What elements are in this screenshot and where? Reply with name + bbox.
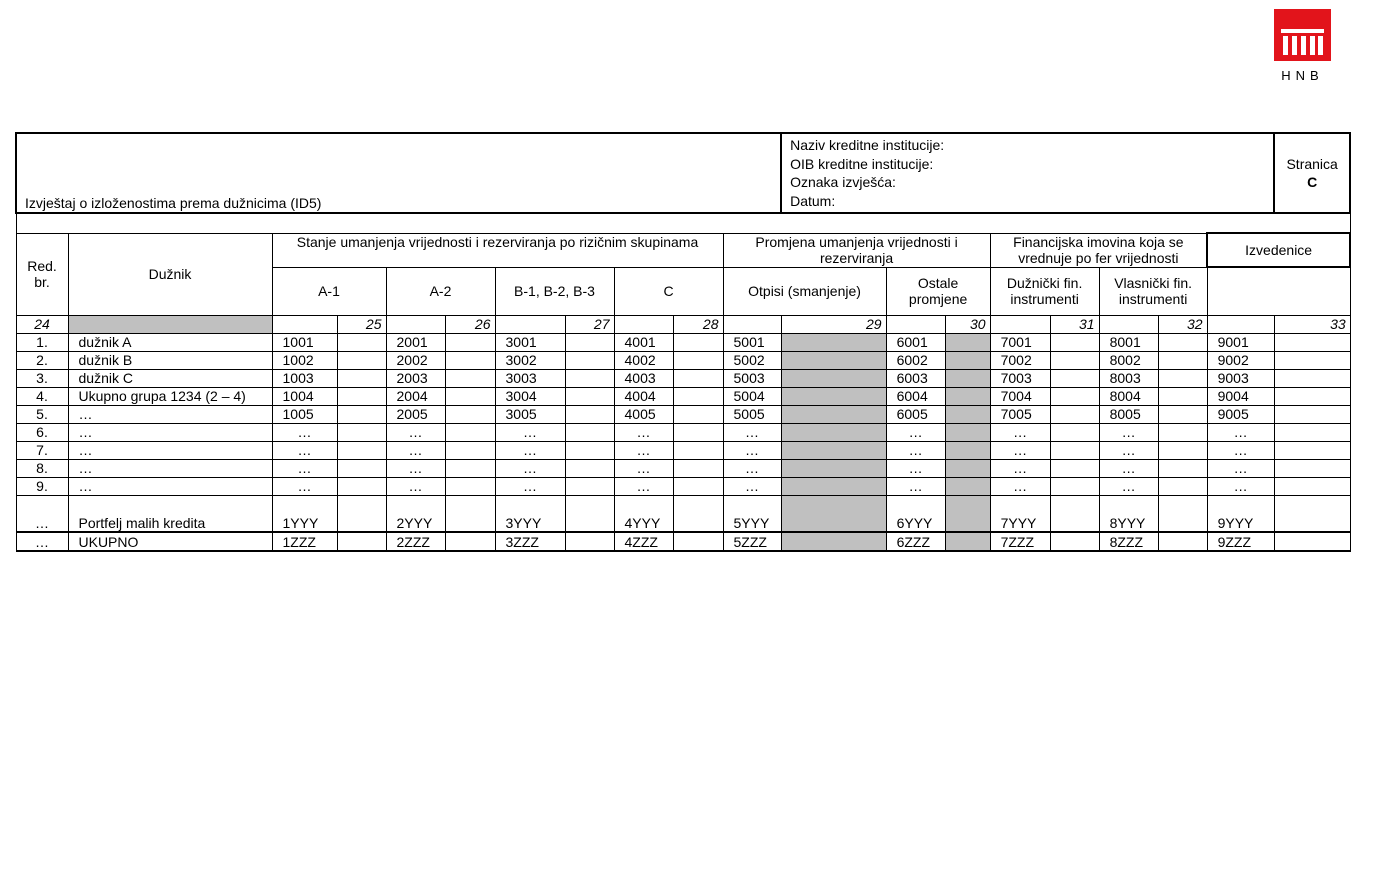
gray-cell xyxy=(781,441,886,459)
code-cell: 6ZZZ xyxy=(886,532,945,551)
value-cell xyxy=(1050,532,1099,551)
code-cell: … xyxy=(1207,423,1274,441)
info-datum: Datum: xyxy=(790,192,836,209)
value-cell xyxy=(1050,441,1099,459)
code-cell: 8YYY xyxy=(1099,495,1158,532)
gray-cell xyxy=(781,405,886,423)
value-cell xyxy=(1050,423,1099,441)
row-name: Portfelj malih kredita xyxy=(68,495,272,532)
code-cell: … xyxy=(614,423,673,441)
info-naziv: Naziv kreditne institucije: xyxy=(790,137,945,153)
code-cell: … xyxy=(272,423,337,441)
code-cell: 6003 xyxy=(886,369,945,387)
empty-cell xyxy=(614,315,673,333)
subcol-3: C xyxy=(614,267,723,315)
code-cell: … xyxy=(990,423,1050,441)
subcol-4: Otpisi (smanjenje) xyxy=(723,267,886,315)
value-cell xyxy=(1274,441,1350,459)
code-cell: … xyxy=(386,477,445,495)
row-number: … xyxy=(16,495,68,532)
code-cell: 9002 xyxy=(1207,351,1274,369)
value-cell xyxy=(445,333,495,351)
code-cell: 6YYY xyxy=(886,495,945,532)
code-cell: … xyxy=(386,459,445,477)
gray-cell xyxy=(945,477,990,495)
value-cell xyxy=(1050,333,1099,351)
col-number: 30 xyxy=(945,315,990,333)
code-cell: … xyxy=(886,423,945,441)
code-cell: … xyxy=(614,441,673,459)
value-cell xyxy=(1050,369,1099,387)
code-cell: 2005 xyxy=(386,405,445,423)
value-cell xyxy=(565,333,614,351)
code-cell: 2003 xyxy=(386,369,445,387)
col-duznik: Dužnik xyxy=(68,233,272,315)
code-cell: 3ZZZ xyxy=(495,532,565,551)
value-cell xyxy=(445,369,495,387)
value-cell xyxy=(445,441,495,459)
gray-cell xyxy=(781,423,886,441)
value-cell xyxy=(673,423,723,441)
code-cell: 7003 xyxy=(990,369,1050,387)
value-cell xyxy=(337,369,386,387)
value-cell xyxy=(1158,495,1207,532)
logo-text: HNB xyxy=(1281,68,1324,83)
value-cell xyxy=(673,369,723,387)
code-cell: … xyxy=(990,459,1050,477)
code-cell: … xyxy=(886,441,945,459)
value-cell xyxy=(673,405,723,423)
spacer-row xyxy=(16,213,1350,233)
code-cell: … xyxy=(1207,477,1274,495)
subcol-5: Ostale promjene xyxy=(886,267,990,315)
code-cell: … xyxy=(1099,477,1158,495)
code-cell: 9003 xyxy=(1207,369,1274,387)
code-cell: 4ZZZ xyxy=(614,532,673,551)
gray-cell xyxy=(945,495,990,532)
code-cell: 8003 xyxy=(1099,369,1158,387)
col-number: 26 xyxy=(445,315,495,333)
info-oznaka: Oznaka izvješća: xyxy=(790,174,896,190)
empty-cell xyxy=(272,315,337,333)
code-cell: 7001 xyxy=(990,333,1050,351)
empty-cell xyxy=(990,315,1050,333)
gray-cell xyxy=(945,351,990,369)
report-title: Izvještaj o izloženostima prema dužnicima (ID5) xyxy=(16,133,781,213)
value-cell xyxy=(673,495,723,532)
value-cell xyxy=(1050,495,1099,532)
value-cell xyxy=(337,459,386,477)
value-cell xyxy=(1158,477,1207,495)
row-number: 8. xyxy=(16,459,68,477)
column-number-row xyxy=(16,315,1350,333)
row-number: 6. xyxy=(16,423,68,441)
report-table xyxy=(15,132,1351,552)
table-row xyxy=(16,441,1350,459)
value-cell xyxy=(1158,333,1207,351)
value-cell xyxy=(1158,459,1207,477)
row-name: … xyxy=(68,441,272,459)
code-cell: 3005 xyxy=(495,405,565,423)
value-cell xyxy=(1050,387,1099,405)
gray-cell xyxy=(945,532,990,551)
code-cell: 4005 xyxy=(614,405,673,423)
table-row xyxy=(16,495,1350,532)
group-izvedenice: Izvedenice xyxy=(1207,233,1350,267)
code-cell: … xyxy=(886,477,945,495)
gray-cell xyxy=(781,351,886,369)
value-cell xyxy=(1274,495,1350,532)
empty-cell xyxy=(886,315,945,333)
value-cell xyxy=(1274,477,1350,495)
code-cell: 3002 xyxy=(495,351,565,369)
value-cell xyxy=(565,495,614,532)
code-cell: 5ZZZ xyxy=(723,532,781,551)
code-cell: 5005 xyxy=(723,405,781,423)
value-cell xyxy=(445,387,495,405)
value-cell xyxy=(1274,459,1350,477)
code-cell: … xyxy=(723,441,781,459)
code-cell: … xyxy=(272,459,337,477)
row-name: … xyxy=(68,405,272,423)
code-cell: 1002 xyxy=(272,351,337,369)
gray-cell xyxy=(945,387,990,405)
value-cell xyxy=(445,532,495,551)
code-cell: 1005 xyxy=(272,405,337,423)
code-cell: 2002 xyxy=(386,351,445,369)
value-cell xyxy=(337,333,386,351)
empty-cell xyxy=(495,315,565,333)
table-row xyxy=(16,369,1350,387)
code-cell: 5004 xyxy=(723,387,781,405)
table-row xyxy=(16,459,1350,477)
code-cell: 1004 xyxy=(272,387,337,405)
code-cell: 5001 xyxy=(723,333,781,351)
code-cell: … xyxy=(990,477,1050,495)
code-cell: 1ZZZ xyxy=(272,532,337,551)
code-cell: 8ZZZ xyxy=(1099,532,1158,551)
subcol-0: A-1 xyxy=(272,267,386,315)
code-cell: 5003 xyxy=(723,369,781,387)
code-cell: 7002 xyxy=(990,351,1050,369)
page-value: C xyxy=(1307,174,1318,190)
code-cell: 6004 xyxy=(886,387,945,405)
code-cell: … xyxy=(723,477,781,495)
value-cell xyxy=(1158,405,1207,423)
col-number: 29 xyxy=(781,315,886,333)
value-cell xyxy=(1274,387,1350,405)
value-cell xyxy=(565,351,614,369)
subcol-8 xyxy=(1207,267,1350,315)
code-cell: 8005 xyxy=(1099,405,1158,423)
code-cell: … xyxy=(495,423,565,441)
code-cell: 4YYY xyxy=(614,495,673,532)
value-cell xyxy=(565,423,614,441)
page-label: Stranica xyxy=(1286,156,1338,172)
table-row xyxy=(16,387,1350,405)
code-cell: 2ZZZ xyxy=(386,532,445,551)
value-cell xyxy=(337,387,386,405)
value-cell xyxy=(1274,333,1350,351)
value-cell xyxy=(565,459,614,477)
code-cell: 6005 xyxy=(886,405,945,423)
row-number: 1. xyxy=(16,333,68,351)
value-cell xyxy=(673,351,723,369)
col-number: 25 xyxy=(337,315,386,333)
value-cell xyxy=(1158,532,1207,551)
code-cell: 1001 xyxy=(272,333,337,351)
value-cell xyxy=(1050,351,1099,369)
gray-cell xyxy=(945,369,990,387)
row-number: 7. xyxy=(16,441,68,459)
value-cell xyxy=(1158,369,1207,387)
value-cell xyxy=(673,459,723,477)
table-row xyxy=(16,333,1350,351)
code-cell: … xyxy=(886,459,945,477)
row-name: … xyxy=(68,477,272,495)
value-cell xyxy=(1158,441,1207,459)
value-cell xyxy=(445,477,495,495)
gray-cell xyxy=(781,532,886,551)
row-number: 3. xyxy=(16,369,68,387)
code-cell: 4003 xyxy=(614,369,673,387)
value-cell xyxy=(1274,405,1350,423)
value-cell xyxy=(565,441,614,459)
value-cell xyxy=(445,351,495,369)
code-cell: … xyxy=(495,477,565,495)
value-cell xyxy=(1274,351,1350,369)
row-name: dužnik C xyxy=(68,369,272,387)
col-number: 28 xyxy=(673,315,723,333)
code-cell: 4001 xyxy=(614,333,673,351)
value-cell xyxy=(1050,477,1099,495)
code-cell: … xyxy=(495,441,565,459)
code-cell: 7005 xyxy=(990,405,1050,423)
group-stanje: Stanje umanjenja vrijednosti i rezerviranja po rizičnim skupinama xyxy=(272,233,723,267)
code-cell: 2004 xyxy=(386,387,445,405)
value-cell xyxy=(565,369,614,387)
value-cell xyxy=(337,477,386,495)
value-cell xyxy=(337,405,386,423)
code-cell: … xyxy=(614,459,673,477)
row-name: … xyxy=(68,423,272,441)
col-number-24: 24 xyxy=(16,315,68,333)
col-number: 32 xyxy=(1158,315,1207,333)
gray-cell xyxy=(68,315,272,333)
value-cell xyxy=(673,387,723,405)
code-cell: 2001 xyxy=(386,333,445,351)
gray-cell xyxy=(781,369,886,387)
code-cell: 3YYY xyxy=(495,495,565,532)
value-cell xyxy=(337,423,386,441)
code-cell: 9ZZZ xyxy=(1207,532,1274,551)
table-row xyxy=(16,477,1350,495)
col-red-br: Red. br. xyxy=(16,233,68,315)
value-cell xyxy=(337,532,386,551)
code-cell: … xyxy=(272,441,337,459)
gray-cell xyxy=(945,441,990,459)
value-cell xyxy=(445,459,495,477)
row-name: … xyxy=(68,459,272,477)
subcol-6: Dužnički fin. instrumenti xyxy=(990,267,1099,315)
col-number: 33 xyxy=(1274,315,1350,333)
row-name: dužnik A xyxy=(68,333,272,351)
value-cell xyxy=(1050,405,1099,423)
group-financijska: Financijska imovina koja se vrednuje po fer vrijednosti xyxy=(990,233,1207,267)
code-cell: … xyxy=(614,477,673,495)
code-cell: … xyxy=(990,441,1050,459)
code-cell: … xyxy=(1099,459,1158,477)
subcol-7: Vlasnički fin. instrumenti xyxy=(1099,267,1207,315)
code-cell: 4004 xyxy=(614,387,673,405)
code-cell: 1YYY xyxy=(272,495,337,532)
value-cell xyxy=(673,477,723,495)
gray-cell xyxy=(781,333,886,351)
code-cell: 3003 xyxy=(495,369,565,387)
table-row xyxy=(16,532,1350,551)
code-cell: 7ZZZ xyxy=(990,532,1050,551)
table-row xyxy=(16,423,1350,441)
code-cell: … xyxy=(495,459,565,477)
value-cell xyxy=(673,333,723,351)
code-cell: 2YYY xyxy=(386,495,445,532)
row-name: UKUPNO xyxy=(68,532,272,551)
gray-cell xyxy=(781,495,886,532)
value-cell xyxy=(1050,459,1099,477)
empty-cell xyxy=(723,315,781,333)
code-cell: 9004 xyxy=(1207,387,1274,405)
value-cell xyxy=(1274,423,1350,441)
code-cell: 1003 xyxy=(272,369,337,387)
info-oib: OIB kreditne institucije: xyxy=(790,155,934,172)
code-cell: 5002 xyxy=(723,351,781,369)
gray-cell xyxy=(781,387,886,405)
empty-cell xyxy=(1207,315,1274,333)
code-cell: 5YYY xyxy=(723,495,781,532)
value-cell xyxy=(445,495,495,532)
gray-cell xyxy=(781,477,886,495)
row-number: 5. xyxy=(16,405,68,423)
code-cell: 3004 xyxy=(495,387,565,405)
gray-cell xyxy=(945,333,990,351)
value-cell xyxy=(1158,351,1207,369)
col-number: 27 xyxy=(565,315,614,333)
table-row xyxy=(16,351,1350,369)
value-cell xyxy=(565,405,614,423)
code-cell: 3001 xyxy=(495,333,565,351)
value-cell xyxy=(337,351,386,369)
code-cell: 7YYY xyxy=(990,495,1050,532)
code-cell: 9001 xyxy=(1207,333,1274,351)
value-cell xyxy=(1158,423,1207,441)
value-cell xyxy=(337,441,386,459)
code-cell: … xyxy=(386,423,445,441)
subcol-1: A-2 xyxy=(386,267,495,315)
value-cell xyxy=(673,441,723,459)
code-cell: … xyxy=(386,441,445,459)
hnb-logo xyxy=(1274,9,1331,61)
code-cell: 8002 xyxy=(1099,351,1158,369)
table-row xyxy=(16,405,1350,423)
value-cell xyxy=(445,423,495,441)
gray-cell xyxy=(945,459,990,477)
code-cell: … xyxy=(723,459,781,477)
row-number: 4. xyxy=(16,387,68,405)
value-cell xyxy=(565,387,614,405)
gray-cell xyxy=(781,459,886,477)
gray-cell xyxy=(945,405,990,423)
group-promjena: Promjena umanjenja vrijednosti i rezerviranja xyxy=(723,233,990,267)
code-cell: … xyxy=(1207,441,1274,459)
code-cell: 6002 xyxy=(886,351,945,369)
value-cell xyxy=(445,405,495,423)
code-cell: … xyxy=(1099,441,1158,459)
code-cell: 4002 xyxy=(614,351,673,369)
code-cell: … xyxy=(1099,423,1158,441)
page-box xyxy=(1274,133,1350,213)
code-cell: … xyxy=(272,477,337,495)
subcol-2: B-1, B-2, B-3 xyxy=(495,267,614,315)
code-cell: 9YYY xyxy=(1207,495,1274,532)
institution-info xyxy=(781,133,1274,213)
value-cell xyxy=(337,495,386,532)
row-name: dužnik B xyxy=(68,351,272,369)
value-cell xyxy=(1274,369,1350,387)
code-cell: … xyxy=(723,423,781,441)
code-cell: 9005 xyxy=(1207,405,1274,423)
col-number: 31 xyxy=(1050,315,1099,333)
code-cell: … xyxy=(1207,459,1274,477)
empty-cell xyxy=(1099,315,1158,333)
row-number: 9. xyxy=(16,477,68,495)
code-cell: 8001 xyxy=(1099,333,1158,351)
value-cell xyxy=(1274,532,1350,551)
row-name: Ukupno grupa 1234 (2 – 4) xyxy=(68,387,272,405)
row-number: … xyxy=(16,532,68,551)
gray-cell xyxy=(945,423,990,441)
value-cell xyxy=(565,532,614,551)
code-cell: 8004 xyxy=(1099,387,1158,405)
value-cell xyxy=(673,532,723,551)
code-cell: 6001 xyxy=(886,333,945,351)
value-cell xyxy=(565,477,614,495)
row-number: 2. xyxy=(16,351,68,369)
code-cell: 7004 xyxy=(990,387,1050,405)
value-cell xyxy=(1158,387,1207,405)
empty-cell xyxy=(386,315,445,333)
